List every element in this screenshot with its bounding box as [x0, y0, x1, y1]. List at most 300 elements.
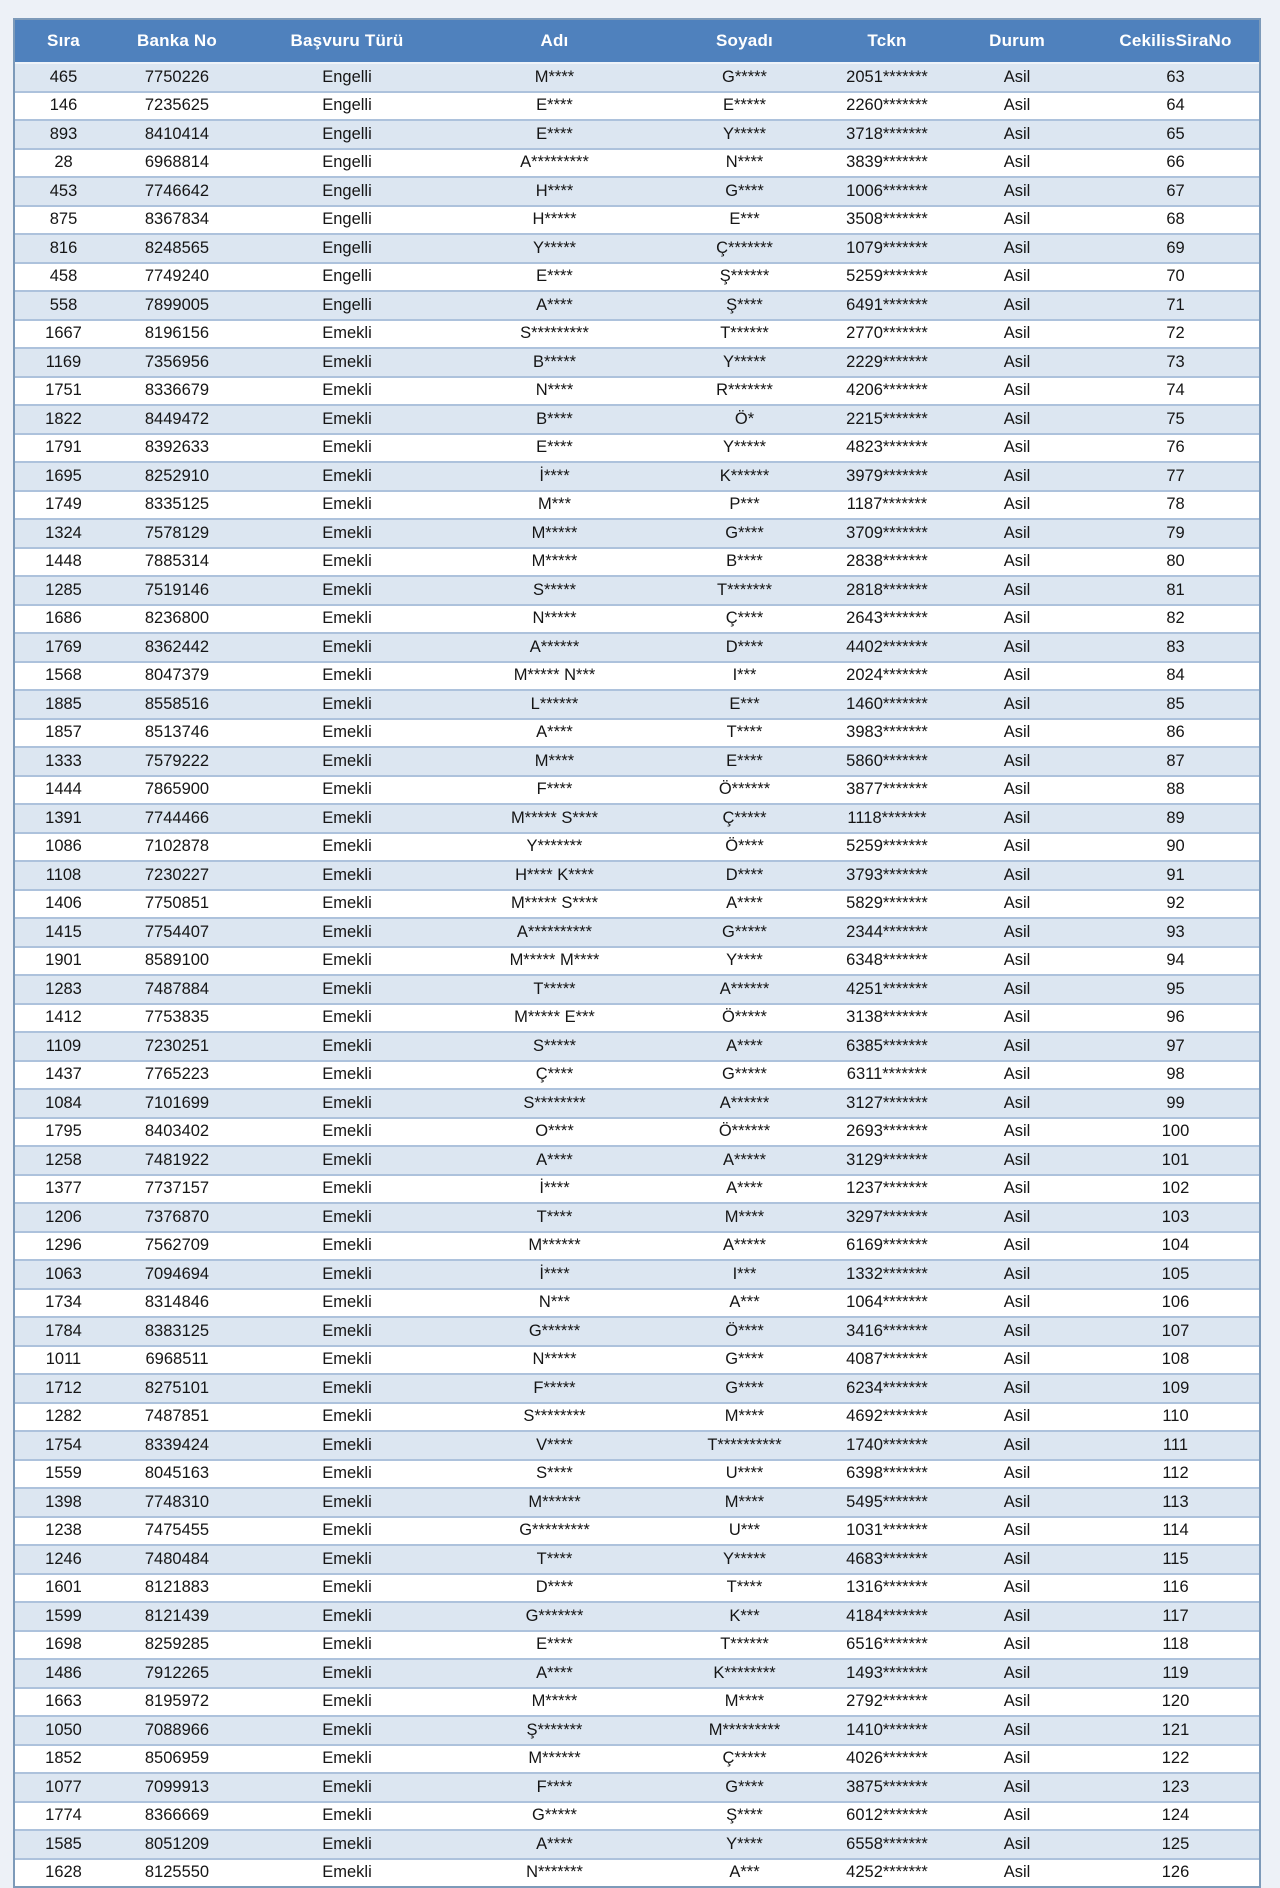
cell-basvuru_turu: Emekli [242, 634, 452, 663]
cell-durum: Asil [942, 720, 1092, 749]
cell-cekilis_sira_no: 107 [1092, 1318, 1259, 1347]
cell-cekilis_sira_no: 92 [1092, 891, 1259, 920]
cell-tckn: 2344******* [832, 919, 942, 948]
cell-sira: 28 [15, 150, 112, 179]
cell-cekilis_sira_no: 90 [1092, 834, 1259, 863]
cell-tckn: 1410******* [832, 1717, 942, 1746]
cell-soyadi: A***** [657, 1233, 832, 1262]
cell-banka_no: 7088966 [112, 1717, 242, 1746]
cell-tckn: 5495******* [832, 1489, 942, 1518]
cell-durum: Asil [942, 207, 1092, 236]
cell-adi: S***** [452, 1033, 657, 1062]
cell-durum: Asil [942, 1575, 1092, 1604]
cell-durum: Asil [942, 321, 1092, 350]
table-row [15, 1461, 1259, 1490]
cell-sira: 458 [15, 264, 112, 293]
cell-adi: E**** [452, 1632, 657, 1661]
cell-banka_no: 8121439 [112, 1603, 242, 1632]
cell-adi: E**** [452, 435, 657, 464]
table-row [15, 1119, 1259, 1148]
cell-banka_no: 7750226 [112, 64, 242, 93]
cell-tckn: 4692******* [832, 1404, 942, 1433]
cell-sira: 1086 [15, 834, 112, 863]
cell-cekilis_sira_no: 89 [1092, 805, 1259, 834]
cell-banka_no: 8506959 [112, 1746, 242, 1775]
table-row [15, 235, 1259, 264]
cell-soyadi: Ö***** [657, 1005, 832, 1034]
cell-adi: T***** [452, 976, 657, 1005]
column-header-basvuru-turu: Başvuru Türü [242, 20, 452, 64]
cell-adi: T**** [452, 1546, 657, 1575]
cell-basvuru_turu: Emekli [242, 777, 452, 806]
cell-durum: Asil [942, 1803, 1092, 1832]
cell-tckn: 1740******* [832, 1432, 942, 1461]
cell-basvuru_turu: Emekli [242, 720, 452, 749]
table-row [15, 777, 1259, 806]
cell-sira: 1901 [15, 948, 112, 977]
cell-adi: S******** [452, 1404, 657, 1433]
cell-soyadi: R******* [657, 378, 832, 407]
cell-sira: 1698 [15, 1632, 112, 1661]
cell-basvuru_turu: Emekli [242, 606, 452, 635]
cell-basvuru_turu: Emekli [242, 406, 452, 435]
cell-soyadi: Ö**** [657, 1318, 832, 1347]
cell-cekilis_sira_no: 101 [1092, 1147, 1259, 1176]
cell-tckn: 2024******* [832, 663, 942, 692]
cell-sira: 1285 [15, 577, 112, 606]
cell-banka_no: 8259285 [112, 1632, 242, 1661]
cell-tckn: 1031******* [832, 1518, 942, 1547]
cell-tckn: 3127******* [832, 1090, 942, 1119]
cell-cekilis_sira_no: 96 [1092, 1005, 1259, 1034]
cell-basvuru_turu: Emekli [242, 378, 452, 407]
table-row [15, 1603, 1259, 1632]
cell-cekilis_sira_no: 77 [1092, 463, 1259, 492]
cell-banka_no: 8392633 [112, 435, 242, 464]
cell-cekilis_sira_no: 122 [1092, 1746, 1259, 1775]
cell-basvuru_turu: Engelli [242, 150, 452, 179]
cell-tckn: 3709******* [832, 520, 942, 549]
table-row [15, 976, 1259, 1005]
table-row [15, 463, 1259, 492]
cell-banka_no: 8403402 [112, 1119, 242, 1148]
cell-adi: B***** [452, 349, 657, 378]
cell-tckn: 6491******* [832, 292, 942, 321]
cell-adi: A**** [452, 292, 657, 321]
table-row [15, 1575, 1259, 1604]
cell-sira: 1377 [15, 1176, 112, 1205]
table-row [15, 264, 1259, 293]
table-row [15, 520, 1259, 549]
cell-basvuru_turu: Emekli [242, 492, 452, 521]
cell-adi: F**** [452, 1774, 657, 1803]
cell-sira: 146 [15, 93, 112, 122]
table-row [15, 1632, 1259, 1661]
cell-adi: İ**** [452, 463, 657, 492]
cell-cekilis_sira_no: 86 [1092, 720, 1259, 749]
cell-soyadi: Ç***** [657, 805, 832, 834]
cell-basvuru_turu: Engelli [242, 235, 452, 264]
cell-cekilis_sira_no: 88 [1092, 777, 1259, 806]
cell-durum: Asil [942, 93, 1092, 122]
table-row [15, 1062, 1259, 1091]
cell-tckn: 3508******* [832, 207, 942, 236]
cell-soyadi: P*** [657, 492, 832, 521]
cell-durum: Asil [942, 1689, 1092, 1718]
cell-soyadi: M********* [657, 1717, 832, 1746]
cell-cekilis_sira_no: 65 [1092, 121, 1259, 150]
cell-soyadi: G**** [657, 520, 832, 549]
cell-cekilis_sira_no: 85 [1092, 691, 1259, 720]
cell-banka_no: 7562709 [112, 1233, 242, 1262]
table-row [15, 748, 1259, 777]
table-row [15, 64, 1259, 93]
cell-sira: 1749 [15, 492, 112, 521]
cell-cekilis_sira_no: 125 [1092, 1831, 1259, 1860]
cell-soyadi: I*** [657, 663, 832, 692]
cell-cekilis_sira_no: 81 [1092, 577, 1259, 606]
cell-cekilis_sira_no: 116 [1092, 1575, 1259, 1604]
table-row [15, 1090, 1259, 1119]
cell-durum: Asil [942, 1062, 1092, 1091]
cell-basvuru_turu: Engelli [242, 264, 452, 293]
cell-basvuru_turu: Emekli [242, 1005, 452, 1034]
cell-banka_no: 7376870 [112, 1204, 242, 1233]
cell-tckn: 1006******* [832, 178, 942, 207]
cell-basvuru_turu: Emekli [242, 1375, 452, 1404]
cell-sira: 1712 [15, 1375, 112, 1404]
table-row [15, 492, 1259, 521]
cell-cekilis_sira_no: 83 [1092, 634, 1259, 663]
cell-sira: 1795 [15, 1119, 112, 1148]
cell-basvuru_turu: Emekli [242, 1660, 452, 1689]
cell-sira: 1857 [15, 720, 112, 749]
table-row [15, 1404, 1259, 1433]
table-row [15, 150, 1259, 179]
cell-tckn: 4026******* [832, 1746, 942, 1775]
cell-adi: S***** [452, 577, 657, 606]
cell-adi: A****** [452, 634, 657, 663]
cell-sira: 1667 [15, 321, 112, 350]
cell-basvuru_turu: Emekli [242, 1261, 452, 1290]
cell-soyadi: Ç***** [657, 1746, 832, 1775]
cell-durum: Asil [942, 235, 1092, 264]
cell-sira: 1448 [15, 549, 112, 578]
cell-soyadi: Ö****** [657, 777, 832, 806]
cell-basvuru_turu: Emekli [242, 435, 452, 464]
cell-tckn: 3979******* [832, 463, 942, 492]
cell-sira: 465 [15, 64, 112, 93]
cell-cekilis_sira_no: 84 [1092, 663, 1259, 692]
cell-banka_no: 7753835 [112, 1005, 242, 1034]
column-header-soyadi: Soyadı [657, 20, 832, 64]
cell-cekilis_sira_no: 98 [1092, 1062, 1259, 1091]
cell-durum: Asil [942, 406, 1092, 435]
column-header-banka-no: Banka No [112, 20, 242, 64]
cell-durum: Asil [942, 634, 1092, 663]
cell-sira: 1108 [15, 862, 112, 891]
cell-cekilis_sira_no: 109 [1092, 1375, 1259, 1404]
cell-basvuru_turu: Emekli [242, 1774, 452, 1803]
cell-cekilis_sira_no: 76 [1092, 435, 1259, 464]
cell-basvuru_turu: Emekli [242, 1575, 452, 1604]
table-row [15, 1546, 1259, 1575]
cell-soyadi: G***** [657, 1062, 832, 1091]
cell-durum: Asil [942, 606, 1092, 635]
cell-basvuru_turu: Emekli [242, 463, 452, 492]
cell-durum: Asil [942, 1347, 1092, 1376]
table-row [15, 1033, 1259, 1062]
cell-sira: 1084 [15, 1090, 112, 1119]
cell-tckn: 4683******* [832, 1546, 942, 1575]
cell-tckn: 3875******* [832, 1774, 942, 1803]
cell-basvuru_turu: Emekli [242, 1717, 452, 1746]
cell-durum: Asil [942, 1005, 1092, 1034]
cell-soyadi: Ş****** [657, 264, 832, 293]
cell-tckn: 6311******* [832, 1062, 942, 1091]
table-row [15, 834, 1259, 863]
cell-durum: Asil [942, 862, 1092, 891]
cell-durum: Asil [942, 1860, 1092, 1887]
table-row [15, 1860, 1259, 1887]
cell-adi: G********* [452, 1518, 657, 1547]
cell-cekilis_sira_no: 120 [1092, 1689, 1259, 1718]
cell-soyadi: D**** [657, 634, 832, 663]
cell-basvuru_turu: Emekli [242, 1119, 452, 1148]
cell-tckn: 6012******* [832, 1803, 942, 1832]
cell-tckn: 3138******* [832, 1005, 942, 1034]
cell-soyadi: A**** [657, 1176, 832, 1205]
cell-cekilis_sira_no: 121 [1092, 1717, 1259, 1746]
cell-basvuru_turu: Emekli [242, 1603, 452, 1632]
cell-soyadi: G**** [657, 178, 832, 207]
cell-tckn: 6516******* [832, 1632, 942, 1661]
table-row [15, 1204, 1259, 1233]
cell-durum: Asil [942, 1147, 1092, 1176]
cell-adi: S********* [452, 321, 657, 350]
cell-sira: 1412 [15, 1005, 112, 1034]
cell-basvuru_turu: Engelli [242, 207, 452, 236]
cell-sira: 1391 [15, 805, 112, 834]
cell-cekilis_sira_no: 69 [1092, 235, 1259, 264]
cell-adi: D**** [452, 1575, 657, 1604]
cell-tckn: 4184******* [832, 1603, 942, 1632]
cell-banka_no: 7746642 [112, 178, 242, 207]
cell-sira: 1296 [15, 1233, 112, 1262]
cell-banka_no: 8051209 [112, 1831, 242, 1860]
cell-tckn: 1079******* [832, 235, 942, 264]
cell-sira: 453 [15, 178, 112, 207]
cell-durum: Asil [942, 1432, 1092, 1461]
cell-banka_no: 8121883 [112, 1575, 242, 1604]
cell-sira: 1585 [15, 1831, 112, 1860]
cell-basvuru_turu: Emekli [242, 577, 452, 606]
cell-tckn: 5860******* [832, 748, 942, 777]
cell-cekilis_sira_no: 105 [1092, 1261, 1259, 1290]
cell-durum: Asil [942, 948, 1092, 977]
cell-adi: T**** [452, 1204, 657, 1233]
cell-soyadi: Y**** [657, 948, 832, 977]
cell-durum: Asil [942, 549, 1092, 578]
cell-sira: 1077 [15, 1774, 112, 1803]
cell-sira: 1437 [15, 1062, 112, 1091]
cell-tckn: 1316******* [832, 1575, 942, 1604]
cell-tckn: 3297******* [832, 1204, 942, 1233]
cell-adi: O**** [452, 1119, 657, 1148]
cell-cekilis_sira_no: 74 [1092, 378, 1259, 407]
cell-basvuru_turu: Emekli [242, 1632, 452, 1661]
cell-tckn: 2838******* [832, 549, 942, 578]
table-row [15, 549, 1259, 578]
cell-banka_no: 8252910 [112, 463, 242, 492]
cell-soyadi: A****** [657, 976, 832, 1005]
cell-adi: A********* [452, 150, 657, 179]
cell-soyadi: Ç******* [657, 235, 832, 264]
cell-sira: 1169 [15, 349, 112, 378]
cell-basvuru_turu: Engelli [242, 93, 452, 122]
table-row [15, 1375, 1259, 1404]
column-header-durum: Durum [942, 20, 1092, 64]
table-row [15, 435, 1259, 464]
cell-soyadi: D**** [657, 862, 832, 891]
cell-sira: 1885 [15, 691, 112, 720]
table-row [15, 1318, 1259, 1347]
table-row [15, 292, 1259, 321]
cell-adi: N*** [452, 1290, 657, 1319]
cell-sira: 1734 [15, 1290, 112, 1319]
cell-sira: 1282 [15, 1404, 112, 1433]
cell-tckn: 1187******* [832, 492, 942, 521]
cell-sira: 1784 [15, 1318, 112, 1347]
cell-adi: M***** [452, 1689, 657, 1718]
cell-sira: 1246 [15, 1546, 112, 1575]
table-row [15, 862, 1259, 891]
cell-adi: M****** [452, 1746, 657, 1775]
cell-tckn: 5259******* [832, 834, 942, 863]
cell-durum: Asil [942, 777, 1092, 806]
cell-sira: 1822 [15, 406, 112, 435]
cell-durum: Asil [942, 264, 1092, 293]
cell-basvuru_turu: Emekli [242, 748, 452, 777]
cell-adi: N***** [452, 606, 657, 635]
cell-soyadi: A***** [657, 1147, 832, 1176]
cell-basvuru_turu: Emekli [242, 862, 452, 891]
cell-banka_no: 8045163 [112, 1461, 242, 1490]
table-row [15, 1176, 1259, 1205]
cell-sira: 1754 [15, 1432, 112, 1461]
cell-banka_no: 8335125 [112, 492, 242, 521]
cell-soyadi: Y***** [657, 435, 832, 464]
cell-banka_no: 8589100 [112, 948, 242, 977]
cell-durum: Asil [942, 463, 1092, 492]
cell-basvuru_turu: Emekli [242, 1518, 452, 1547]
table-row [15, 577, 1259, 606]
cell-cekilis_sira_no: 72 [1092, 321, 1259, 350]
cell-tckn: 2792******* [832, 1689, 942, 1718]
cell-banka_no: 8125550 [112, 1860, 242, 1887]
cell-soyadi: G**** [657, 1375, 832, 1404]
cell-banka_no: 8047379 [112, 663, 242, 692]
cell-sira: 1599 [15, 1603, 112, 1632]
cell-tckn: 3416******* [832, 1318, 942, 1347]
table-row [15, 1432, 1259, 1461]
cell-adi: H**** K**** [452, 862, 657, 891]
cell-soyadi: T**** [657, 720, 832, 749]
cell-cekilis_sira_no: 99 [1092, 1090, 1259, 1119]
cell-basvuru_turu: Emekli [242, 1404, 452, 1433]
cell-basvuru_turu: Emekli [242, 1090, 452, 1119]
cell-tckn: 2643******* [832, 606, 942, 635]
cell-banka_no: 7475455 [112, 1518, 242, 1547]
cell-cekilis_sira_no: 108 [1092, 1347, 1259, 1376]
cell-banka_no: 7749240 [112, 264, 242, 293]
cell-sira: 1791 [15, 435, 112, 464]
cell-durum: Asil [942, 378, 1092, 407]
cell-basvuru_turu: Emekli [242, 520, 452, 549]
cell-sira: 1063 [15, 1261, 112, 1290]
cell-banka_no: 8362442 [112, 634, 242, 663]
cell-durum: Asil [942, 1233, 1092, 1262]
cell-soyadi: I*** [657, 1261, 832, 1290]
table-row [15, 406, 1259, 435]
cell-adi: G***** [452, 1803, 657, 1832]
cell-adi: M***** [452, 549, 657, 578]
cell-durum: Asil [942, 976, 1092, 1005]
cell-adi: H***** [452, 207, 657, 236]
cell-adi: M***** M**** [452, 948, 657, 977]
table-row [15, 1831, 1259, 1860]
table-row [15, 805, 1259, 834]
cell-durum: Asil [942, 805, 1092, 834]
cell-soyadi: T********** [657, 1432, 832, 1461]
cell-soyadi: A**** [657, 1033, 832, 1062]
cell-sira: 1601 [15, 1575, 112, 1604]
cell-adi: A**** [452, 1147, 657, 1176]
cell-banka_no: 8195972 [112, 1689, 242, 1718]
cell-durum: Asil [942, 1632, 1092, 1661]
cell-soyadi: E*** [657, 207, 832, 236]
cell-banka_no: 8275101 [112, 1375, 242, 1404]
cell-sira: 1444 [15, 777, 112, 806]
cell-soyadi: G**** [657, 1347, 832, 1376]
cell-cekilis_sira_no: 97 [1092, 1033, 1259, 1062]
cell-adi: A**** [452, 1831, 657, 1860]
cell-adi: E**** [452, 93, 657, 122]
cell-tckn: 4823******* [832, 435, 942, 464]
cell-tckn: 6385******* [832, 1033, 942, 1062]
cell-durum: Asil [942, 178, 1092, 207]
cell-cekilis_sira_no: 67 [1092, 178, 1259, 207]
cell-cekilis_sira_no: 91 [1092, 862, 1259, 891]
cell-durum: Asil [942, 1204, 1092, 1233]
cell-tckn: 3839******* [832, 150, 942, 179]
cell-soyadi: E*** [657, 691, 832, 720]
cell-adi: Ş******* [452, 1717, 657, 1746]
cell-banka_no: 7754407 [112, 919, 242, 948]
cell-soyadi: T**** [657, 1575, 832, 1604]
cell-banka_no: 7750851 [112, 891, 242, 920]
cell-adi: A**** [452, 720, 657, 749]
cell-adi: F***** [452, 1375, 657, 1404]
cell-durum: Asil [942, 1746, 1092, 1775]
cell-adi: İ**** [452, 1176, 657, 1205]
cell-cekilis_sira_no: 78 [1092, 492, 1259, 521]
cell-durum: Asil [942, 1603, 1092, 1632]
cell-soyadi: A*** [657, 1860, 832, 1887]
table-row [15, 1005, 1259, 1034]
cell-basvuru_turu: Emekli [242, 1461, 452, 1490]
cell-basvuru_turu: Emekli [242, 1290, 452, 1319]
